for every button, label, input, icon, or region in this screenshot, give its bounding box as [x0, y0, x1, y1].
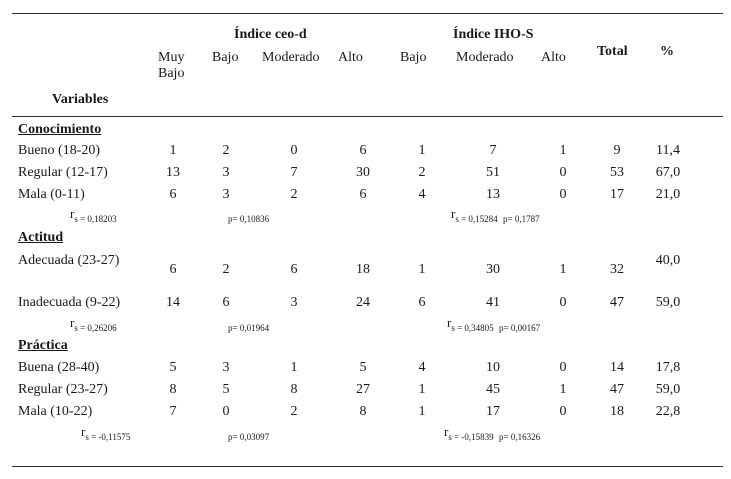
subheader-3: Alto — [338, 50, 363, 65]
top-rule — [12, 13, 723, 14]
table-cell: 5 — [359, 360, 367, 375]
stat-letter: r — [70, 206, 75, 221]
row-label: Adecuada (23-27) — [18, 253, 120, 268]
table-cell: 21,0 — [655, 187, 681, 202]
table-cell: 51 — [486, 165, 500, 180]
spearman-r-ihos — [447, 315, 494, 331]
header-ceod: Índice ceo-d — [234, 27, 307, 42]
spearman-r-ceod — [81, 424, 130, 440]
table-cell: 1 — [559, 382, 567, 397]
row-label: Regular (23-27) — [18, 382, 108, 397]
table-cell: 47 — [610, 382, 624, 397]
table-cell: 1 — [418, 143, 426, 158]
p-value-ihos: p= 0,1787 — [503, 214, 540, 224]
spearman-r-ceod — [70, 315, 117, 331]
table-cell: 18 — [356, 262, 370, 277]
table-cell: 13 — [486, 187, 500, 202]
table-cell: 32 — [610, 262, 624, 277]
bottom-rule — [12, 466, 723, 467]
table-cell: 45 — [486, 382, 500, 397]
subheader-0: Muy Bajo — [158, 50, 185, 81]
row-label: Bueno (18-20) — [18, 143, 101, 158]
subheader-4: Bajo — [400, 50, 427, 65]
table-cell: 0 — [559, 360, 567, 375]
stat-value: s = -0,11575 — [85, 432, 131, 442]
stat-value: s = 0,34805 — [451, 323, 494, 333]
table-cell: 2 — [290, 187, 298, 202]
row-label: Inadecuada (9-22) — [18, 295, 121, 310]
table-cell: 8 — [359, 404, 367, 419]
table-cell: 3 — [222, 187, 230, 202]
table-cell: 3 — [222, 360, 230, 375]
table-cell: 2 — [418, 165, 426, 180]
subheader-1: Bajo — [212, 50, 239, 65]
header-total: Total — [597, 44, 628, 59]
table-cell: 0 — [290, 143, 298, 158]
row-label: Regular (12-17) — [18, 165, 108, 180]
subheader-5: Moderado — [456, 50, 514, 65]
table-cell: 22,8 — [655, 404, 681, 419]
table-cell: 1 — [418, 404, 426, 419]
table-cell: 18 — [610, 404, 624, 419]
table-cell: 0 — [559, 165, 567, 180]
table-cell: 14 — [610, 360, 624, 375]
p-value-ceod: p= 0,03097 — [228, 432, 270, 442]
p-value-ceod: p= 0,10836 — [228, 214, 270, 224]
table-cell: 27 — [356, 382, 370, 397]
table-cell: 53 — [610, 165, 624, 180]
table-cell: 13 — [166, 165, 180, 180]
stat-value: s = 0,18203 — [74, 214, 117, 224]
table-cell: 0 — [559, 295, 567, 310]
table-cell: 2 — [290, 404, 298, 419]
table-cell: 2 — [222, 262, 230, 277]
table-cell: 10 — [486, 360, 500, 375]
table-cell: 17 — [486, 404, 500, 419]
table-cell: 6 — [359, 187, 367, 202]
table-cell: 6 — [418, 295, 426, 310]
table-cell: 67,0 — [655, 165, 681, 180]
table-cell: 4 — [418, 360, 426, 375]
row-label: Buena (28-40) — [18, 360, 100, 375]
table-cell: 0 — [222, 404, 230, 419]
stat-value: s = 0,15284 — [455, 214, 498, 224]
p-value-ihos: p= 0,16326 — [499, 432, 541, 442]
table-cell: 0 — [559, 404, 567, 419]
stat-letter: r — [70, 315, 75, 330]
p-value-ceod: p= 0,01964 — [228, 323, 270, 333]
table-cell: 5 — [169, 360, 177, 375]
table-cell: 1 — [290, 360, 298, 375]
table-cell: 14 — [166, 295, 180, 310]
p-value-ihos: p= 0,00167 — [499, 323, 541, 333]
table-cell: 41 — [486, 295, 500, 310]
table-cell: 0 — [559, 187, 567, 202]
table-cell: 17,8 — [655, 360, 681, 375]
table-cell: 30 — [356, 165, 370, 180]
table-cell: 6 — [290, 262, 298, 277]
spearman-r-ihos — [444, 424, 494, 440]
table-cell: 7 — [169, 404, 177, 419]
subheader-6: Alto — [541, 50, 566, 65]
section-title: Actitud — [18, 230, 64, 245]
stat-letter: r — [81, 424, 86, 439]
table-cell: 47 — [610, 295, 624, 310]
table-cell: 1 — [418, 382, 426, 397]
header-rule — [12, 116, 723, 117]
table-cell: 6 — [222, 295, 230, 310]
stat-letter: r — [447, 315, 452, 330]
table-cell: 6 — [169, 187, 177, 202]
table-cell: 5 — [222, 382, 230, 397]
stat-value: s = -0,15839 — [448, 432, 494, 442]
table-cell: 8 — [290, 382, 298, 397]
table-cell: 1 — [559, 262, 567, 277]
header-variables: Variables — [52, 92, 109, 107]
table-cell: 9 — [613, 143, 621, 158]
table-cell: 17 — [610, 187, 624, 202]
header-percent: % — [660, 44, 674, 59]
stat-letter: r — [451, 206, 456, 221]
table-cell: 2 — [222, 143, 230, 158]
table-cell: 1 — [418, 262, 426, 277]
spearman-r-ceod — [70, 206, 117, 222]
table-cell: 59,0 — [655, 382, 681, 397]
table-cell: 30 — [486, 262, 500, 277]
row-label: Mala (0-11) — [18, 187, 85, 202]
header-ihos: Índice IHO-S — [453, 27, 534, 42]
table-cell: 3 — [222, 165, 230, 180]
table-cell: 24 — [356, 295, 370, 310]
row-label: Mala (10-22) — [18, 404, 93, 419]
subheader-2: Moderado — [262, 50, 320, 65]
stat-value: s = 0,26206 — [74, 323, 117, 333]
table-cell: 6 — [359, 143, 367, 158]
section-title: Práctica — [18, 338, 68, 353]
table-cell: 4 — [418, 187, 426, 202]
section-title: Conocimiento — [18, 122, 102, 137]
table-cell: 11,4 — [656, 143, 680, 158]
table-cell: 8 — [169, 382, 177, 397]
table-cell: 7 — [290, 165, 298, 180]
table-cell: 40,0 — [655, 253, 681, 268]
table-cell: 1 — [169, 143, 177, 158]
table-cell: 1 — [559, 143, 567, 158]
table-cell: 3 — [290, 295, 298, 310]
table-cell: 59,0 — [655, 295, 681, 310]
stat-letter: r — [444, 424, 449, 439]
table-cell: 7 — [489, 143, 497, 158]
table-cell: 6 — [169, 262, 177, 277]
spearman-r-ihos — [451, 206, 498, 222]
